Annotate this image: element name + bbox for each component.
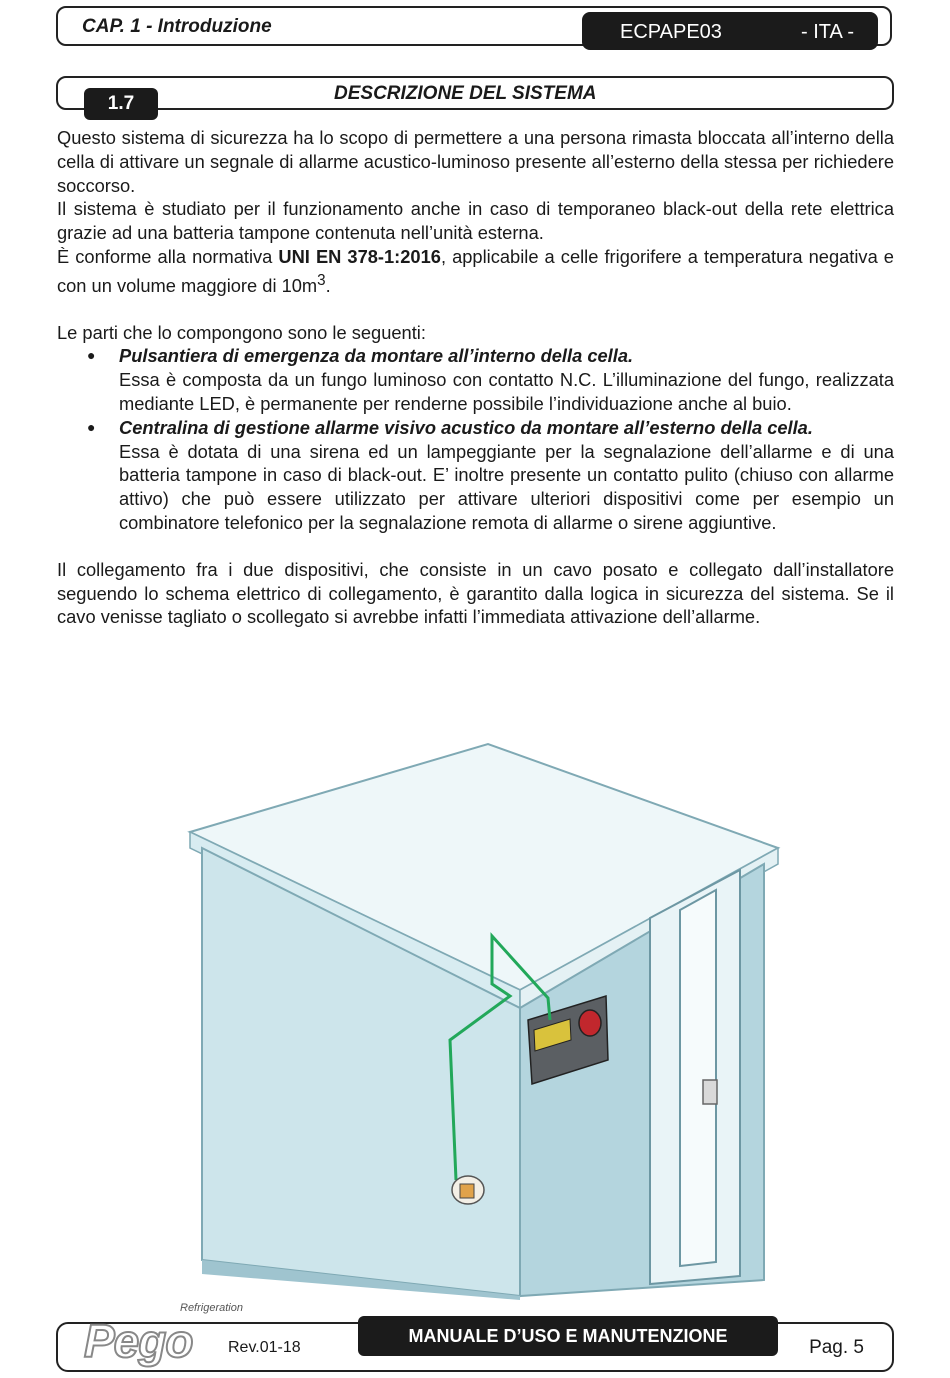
parts-intro: Le parti che lo compongono sono le seguenti:: [57, 321, 426, 343]
list-item: [87, 416, 894, 535]
cold-room-illustration: [150, 740, 830, 1300]
page-number: Pag. 5: [809, 1337, 864, 1358]
page-header: [56, 6, 892, 46]
revision-label: Rev.01-18: [228, 1339, 301, 1356]
body-text: [57, 126, 894, 629]
parts-list: [57, 344, 894, 534]
bullet-icon: ●: [87, 418, 96, 435]
section-number: 1.7: [84, 88, 158, 120]
siren-light-icon: [579, 1010, 601, 1036]
paragraph-purpose: Questo sistema di sicurezza ha lo scopo di permettere a una persona rimasta bloccata all’interno della cella di attivare un segnale di allarme acustico-luminoso presente all’esterno della stessa per richiedere soccorso.: [57, 127, 894, 196]
bullet-icon: ●: [87, 347, 96, 364]
standard-code: UNI EN 378-1:2016: [278, 245, 441, 267]
chapter-title: CAP. 1 - Introduzione: [82, 16, 272, 37]
item-description: Essa è composta da un fungo luminoso con contatto N.C. L’illuminazione del fungo, realizzata mediante LED, è permanente per renderne possibile l’individuazione anche al buio.: [119, 369, 894, 415]
language-label: - ITA -: [801, 21, 854, 43]
section-title: DESCRIZIONE DEL SISTEMA: [334, 83, 597, 104]
logo-name: Pego: [84, 1315, 193, 1367]
door-panel: [680, 890, 716, 1266]
paragraph-connection: Il collegamento fra i due dispositivi, che consiste in un cavo posato e collegato dall’installatore seguendo lo schema elettrico di collegamento, è garantito dalla logica in sicurezza del sistema. Se il cavo venisse tagliato o scollegato si avrebbe infatti l’immediata attivazione dell’allarme.: [57, 558, 894, 628]
document-code: ECPAPE03: [620, 21, 722, 43]
manual-title: MANUALE D’USO E MANUTENZIONE: [358, 1316, 778, 1356]
door-handle-icon: [703, 1080, 717, 1104]
item-description: Essa è dotata di una sirena ed un lampeggiante per la segnalazione dell’allarme e di una batteria tampone in caso di black-out. E’ inoltre presente un contatto pulito (chiuso con allarme attivo) che può essere utilizzato per attivare ulteriori dispositivi come per esempio un combinatore telefonico per la segnalazione remota di allarme o sirene aggiuntive.: [119, 440, 894, 534]
item-title: Centralina di gestione allarme visivo acustico da montare all’esterno della cella.: [119, 416, 813, 438]
emergency-button-cap: [460, 1184, 474, 1198]
standard-text-before: È conforme alla normativa: [57, 245, 279, 267]
paragraph-standard: [57, 245, 894, 298]
section-header: [56, 76, 894, 114]
superscript: 3: [317, 271, 326, 289]
paragraph-blackout: Il sistema è studiato per il funzionamento anche in caso di temporaneo black-out della rete elettrica grazie ad una batteria tampone contenuta nell’unità esterna.: [57, 198, 894, 244]
document-code-box: [582, 12, 878, 50]
item-title: Pulsantiera di emergenza da montare all’interno della cella.: [119, 345, 634, 367]
page-footer: [56, 1302, 894, 1372]
pego-logo: [62, 1302, 243, 1368]
standard-text-end: .: [325, 274, 331, 296]
standard-text-after: , applicabile a celle frigorifere a temperatura negativa e con un volume maggiore di 10m: [57, 245, 894, 296]
list-item: [87, 344, 894, 415]
logo-tagline: Refrigeration: [180, 1302, 243, 1314]
